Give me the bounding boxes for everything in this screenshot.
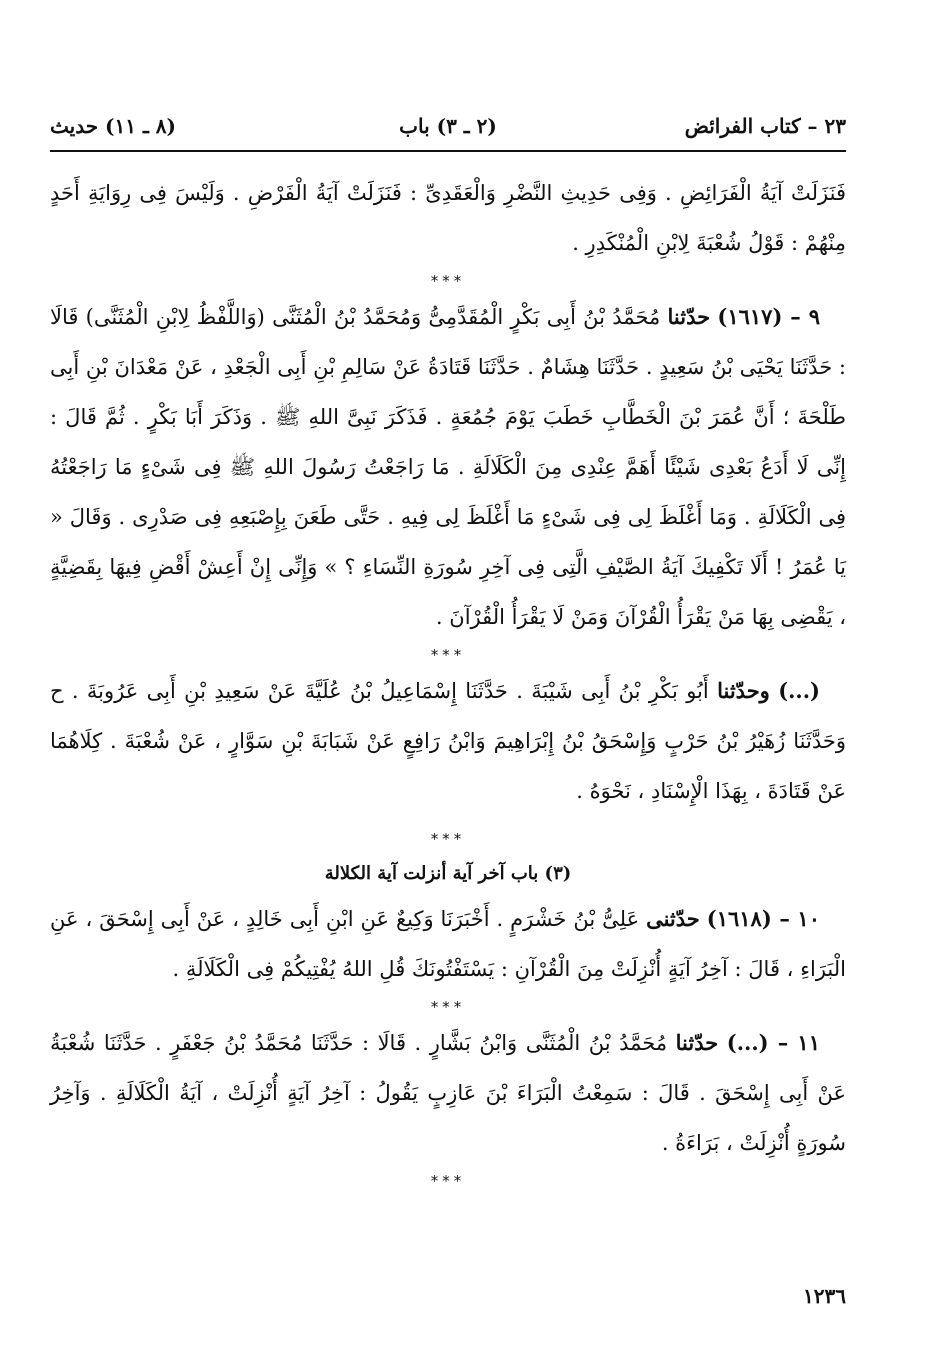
header-rule: [50, 150, 846, 152]
section-separator: ***: [430, 1172, 466, 1190]
page-number: ١٢٣٦: [803, 1284, 846, 1308]
hadith-text: عَلِىُّ بْنُ خَشْرَمٍ . أَخْبَرَنَا وَكِيعٌ عَنِ ابْنِ أَبِى خَالِدٍ ، عَنْ أَبِى إِسْحَقَ ، عَنِ الْبَرَاءِ ، قَالَ : آخِرُ آيَةٍ أُنْزِلَتْ مِنَ الْقُرْآنِ : يَسْتَفْتُونَكَ قُلِ اللهُ يُفْتِيكُمْ فِى الْكَلَالَةِ .: [50, 907, 846, 981]
hadith-11: [50, 1018, 846, 1168]
header-chapter-range: (٢ ـ ٣) باب: [399, 114, 497, 138]
hadith-text: مُحَمَّدُ بْنُ الْمُثَنَّى وَابْنُ بَشَّارٍ . قَالَا : حَدَّثَنَا مُحَمَّدُ بْنُ جَعْفَرٍ . حَدَّثَنَا شُعْبَةُ عَنْ أَبِى إِسْحَقَ . قَالَ : سَمِعْتُ الْبَرَاءَ بْنَ عَازِبٍ يَقُولُ : آخِرُ آيَةٍ أُنْزِلَتْ ، آيَةُ الْكَلَالَةِ . وَآخِرُ سُورَةٍ أُنْزِلَتْ ، بَرَاءَةُ .: [50, 1031, 846, 1155]
section-separator: ***: [430, 830, 466, 848]
hadith-number: ١١ – (...): [726, 1030, 820, 1055]
header-book-title: ٢٣ – كتاب الفرائض: [684, 114, 846, 138]
paragraph-continuation: فَنَزَلَتْ آيَةُ الْفَرَائِضِ . وَفِى حَدِيثِ النَّضْرِ وَالْعَقَدِىِّ : فَنَزَلَتْ آيَةُ الْفَرْضِ . وَلَيْسَ فِى رِوَايَةِ أَحَدٍ مِنْهُمْ : قَوْلُ شُعْبَةَ لِابْنِ الْمُنْكَدِرِ .: [50, 181, 846, 255]
narration-opening: وحدّثنا: [717, 678, 770, 703]
narration-opening: حدّثنا: [667, 304, 711, 329]
chapter-heading: (٣) باب آخر آية أنزلت آية الكلالة: [324, 863, 572, 884]
hadith-9-variant: [50, 666, 846, 816]
main-text: [50, 168, 846, 1192]
section-separator: ***: [430, 272, 466, 290]
hadith-10: [50, 894, 846, 994]
running-header: [50, 108, 846, 148]
hadith-text: أَبُو بَكْرِ بْنُ أَبِى شَيْبَةَ . حَدَّثَنَا إِسْمَاعِيلُ بْنُ عُلَيَّةَ عَنْ سَعِيدِ بْنِ أَبِى عَرُوبَةَ . ح وَحَدَّثَنَا زُهَيْرُ بْنُ حَرْبٍ وَإِسْحَقُ بْنُ إِبْرَاهِيمَ وَابْنُ رَافِعٍ عَنْ شَبَابَةَ بْنِ سَوَّارٍ ، عَنْ شُعْبَةَ . كِلَاهُمَا عَنْ قَتَادَةَ ، بِهَذَا الْإِسْنَادِ ، نَحْوَهُ .: [50, 679, 846, 803]
narration-opening: حدّثنا: [675, 1030, 719, 1055]
hadith-9: [50, 292, 846, 642]
narration-opening: حدّثنى: [646, 906, 700, 931]
section-separator: ***: [430, 646, 466, 664]
hadith-text: مُحَمَّدُ بْنُ أَبِى بَكْرٍ الْمُقَدَّمِىُّ وَمُحَمَّدُ بْنُ الْمُثَنَّى (وَاللَّفْظُ لِابْنِ الْمُثَنَّى) قَالَا : حَدَّثَنَا يَحْيَى بْنُ سَعِيدٍ . حَدَّثَنَا هِشَامٌ . حَدَّثَنَا قَتَادَةُ عَنْ سَالِمِ بْنِ أَبِى الْجَعْدِ ، عَنْ مَعْدَانَ بْنِ أَبِى طَلْحَةَ ؛ أَنَّ عُمَرَ بْنَ الْخَطَّابِ خَطَبَ يَوْمَ جُمُعَةٍ . فَذَكَرَ نَبِىَّ اللهِ ﷺ . وَذَكَرَ أَبَا بَكْرٍ . ثُمَّ قَالَ : إِنِّى لَا أَدَعُ بَعْدِى شَيْئًا أَهَمَّ عِنْدِى مِنَ الْكَلَالَةِ . مَا رَاجَعْتُ رَسُولَ اللهِ ﷺ فِى شَىْءٍ مَا رَاجَعْتُهُ فِى الْكَلَالَةِ . وَمَا أَغْلَظَ لِى فِى شَىْءٍ مَا أَغْلَظَ لِى فِيهِ . حَتَّى طَعَنَ بِإِصْبَعِهِ فِى صَدْرِى . وَقَالَ « يَا عُمَرُ ! أَلَا تَكْفِيكَ آيَةُ الصَّيْفِ الَّتِى فِى آخِرِ سُورَةِ النِّسَاءِ ؟ » وَإِنِّى إِنْ أَعِشْ أَقْضِ فِيهَا بِقَضِيَّةٍ ، يَقْضِى بِهَا مَنْ يَقْرَأُ الْقُرْآنَ وَمَنْ لَا يَقْرَأُ الْقُرْآنَ .: [50, 305, 847, 629]
hadith-number: (...): [778, 678, 820, 703]
document-page: [50, 108, 846, 1308]
hadith-number: ١٠ – (١٦١٨): [706, 906, 820, 931]
header-hadith-range: (٨ ـ ١١) حديث: [50, 114, 176, 138]
hadith-number: ٩ – (١٦١٧): [717, 304, 820, 329]
section-separator: ***: [430, 998, 466, 1016]
